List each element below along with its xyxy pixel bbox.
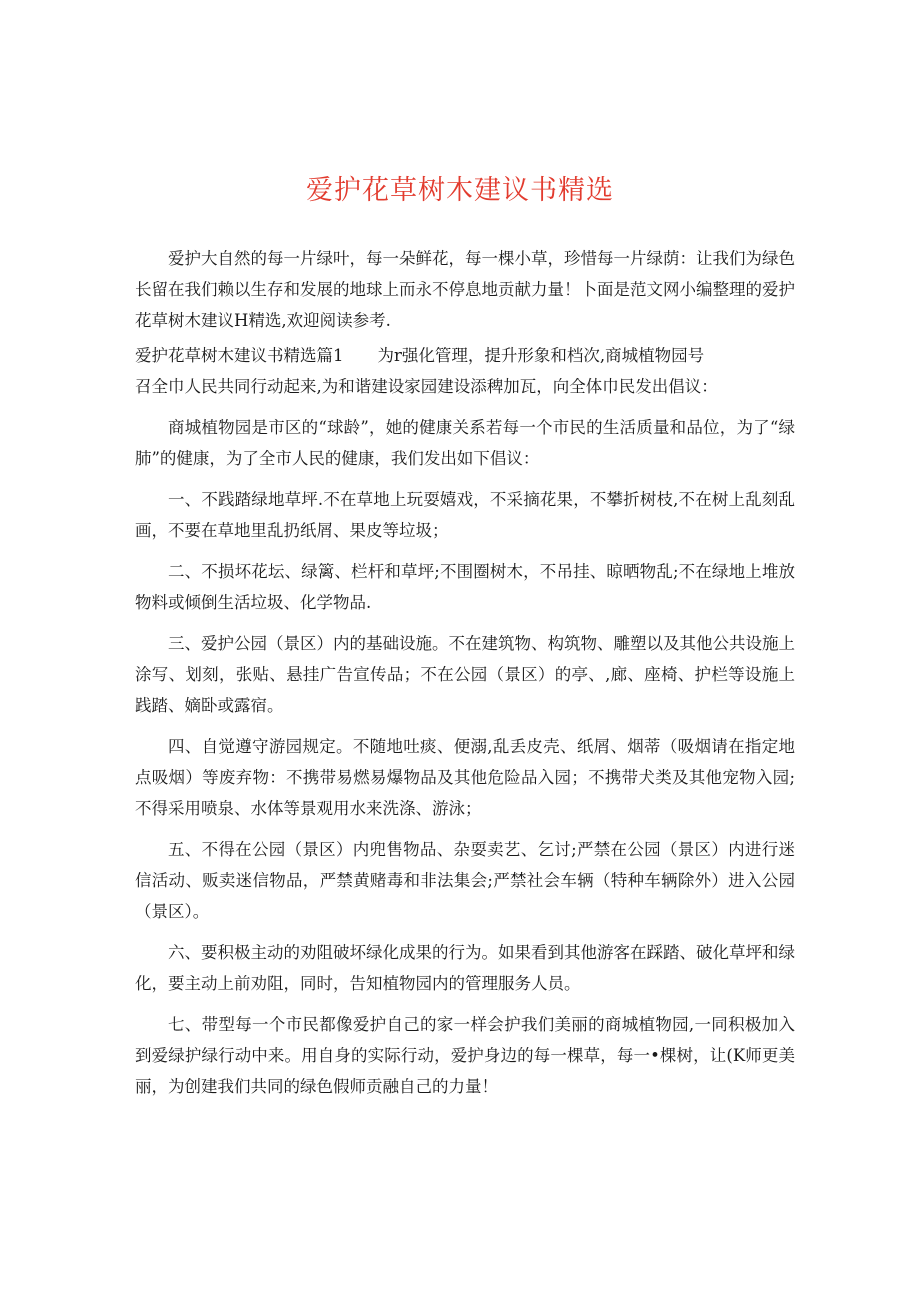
heading-gap xyxy=(344,340,378,371)
document-body xyxy=(135,243,795,1112)
section-lead: 为r强化管理，提升形象和档次,商城植物园号 xyxy=(377,346,705,365)
paragraph-3: 二、不损坏花坛、绿篱、栏杆和草坪;不围圈树木，不吊挂、晾晒物乱;不在绿地上堆放物料或倾倒生活垃圾、化学物品. xyxy=(135,562,795,612)
paragraph-8: 七、带型每一个市民都像爱护自己的家一样会护我们美丽的商城植物园,一同积极加入到爱绿护绿行动中来。用自身的实际行动，爱护身边的每一棵草，每一•棵树，让(K师更美丽，为创建我们共同的绿色假师贡融自己的力量！ xyxy=(135,1015,795,1096)
section-lead-continuation: 召全巾人民共同行动起来,为和谐建设家园建设添稗加瓦，向全体巾民发出倡议： xyxy=(135,377,718,396)
section-heading: 爱护花草树木建议书精选篇1 xyxy=(135,346,344,365)
paragraph-7: 六、要积极主动的劝阻破坏绿化成果的行为。如果看到其他游客在踩踏、破化草坪和绿化，要主动上前劝阻，同时，告知植物园内的管理服务人员。 xyxy=(135,943,795,993)
paragraph-6: 五、不得在公园（景区）内兜售物品、杂耍卖艺、乞讨;严禁在公园（景区）内进行迷信活动、贩卖迷信物品，严禁黄赌毒和非法集会;严禁社会车辆（特种车辆除外）进入公园（景区）。 xyxy=(135,840,795,921)
intro-paragraph: 爱护大自然的每一片绿叶，每一朵鲜花，每一棵小草，珍惜每一片绿荫：让我们为绿色长留在我们赖以生存和发展的地球上而永不停息地贡献力量！卜面是范文网小编整理的爱护花草树木建议H精选,欢迎阅读参考. xyxy=(135,249,795,330)
section-heading-row xyxy=(135,340,795,371)
paragraph-4: 三、爱护公园（景区）内的基础设施。不在建筑物、构筑物、雕塑以及其他公共设施上涂写、划刻，张贴、悬挂广告宣传品；不在公园（景区）的亭、,廊、座椅、护栏等设施上践踏、嫡卧或露宿。 xyxy=(135,634,795,715)
paragraph-1: 商城植物园是市区的“球龄”，她的健康关系若每一个市民的生活质量和品位，为了“绿肺”的健康，为了全市人民的健康，我们发出如下倡议： xyxy=(135,418,795,468)
paragraph-5: 四、自觉遵守游园规定。不随地吐痰、便溺,乱丢皮壳、纸屑、烟蒂（吸烟请在指定地点吸烟）等废弃物：不携带易燃易爆物品及其他危险品入园；不携带犬类及其他宠物入园;不得采用喷泉、水体等景观用水来洗涤、游泳； xyxy=(135,737,795,818)
paragraph-2: 一、不践踏绿地草坪.不在草地上玩耍嬉戏，不采摘花果，不攀折树枝,不在树上乱刻乱画，不要在草地里乱扔纸屑、果皮等垃圾； xyxy=(135,490,795,540)
document-title: 爱护花草树木建议书精选 xyxy=(306,175,614,206)
